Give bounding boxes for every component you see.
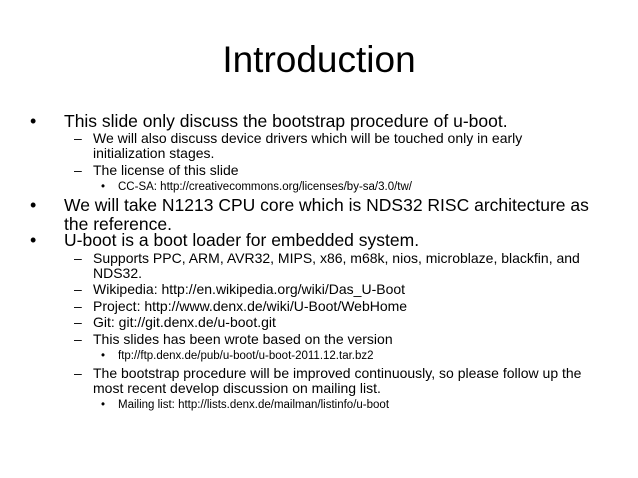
sub-bullet-item (74, 163, 594, 178)
sub-bullet-item (74, 299, 594, 314)
bullet-item (30, 112, 610, 131)
sub-bullet-item (74, 366, 594, 396)
sub-bullet-text: Git: git://git.denx.de/u-boot.git (93, 314, 276, 330)
sub-bullet-item (74, 251, 594, 281)
bullet-item (30, 196, 610, 234)
dash-marker: – (74, 281, 82, 297)
sub-sub-bullet-text: Mailing list: http://lists.denx.de/mailman/listinfo/u-boot (118, 399, 390, 411)
dash-marker: – (74, 365, 82, 381)
dash-marker: – (74, 314, 82, 330)
sub-bullet-text: We will also discuss device drivers which will be touched only in early initialization stages. (93, 130, 523, 161)
bullet-text: This slide only discuss the bootstrap procedure of u-boot. (64, 111, 508, 131)
sub-bullet-text: Supports PPC, ARM, AVR32, MIPS, x86, m68k, nios, microblaze, blackfin, and NDS32. (93, 250, 580, 281)
bullet-item (30, 231, 610, 250)
bullet-marker: • (30, 195, 37, 215)
bullet-marker: • (30, 230, 37, 250)
slide-title: Introduction (222, 39, 416, 80)
sub-sub-bullet-text: CC-SA: http://creativecommons.org/licenses/by-sa/3.0/tw/ (118, 181, 412, 193)
bullet-marker: • (101, 399, 106, 411)
sub-sub-bullet-item (101, 181, 581, 194)
sub-sub-bullet-item (101, 350, 581, 363)
dash-marker: – (74, 162, 82, 178)
dash-marker: – (74, 250, 82, 266)
sub-bullet-item (74, 332, 594, 347)
dash-marker: – (74, 331, 82, 347)
bullet-marker: • (101, 181, 106, 193)
sub-bullet-text: The license of this slide (93, 162, 239, 178)
bullet-marker: • (101, 350, 106, 362)
sub-bullet-text: The bootstrap procedure will be improved continuously, so please follow up the most recent develop discussion on mailing list. (93, 365, 582, 396)
dash-marker: – (74, 298, 82, 314)
sub-bullet-item (74, 282, 594, 297)
bullet-text: We will take N1213 CPU core which is NDS32 RISC architecture as the reference. (64, 195, 589, 234)
bullet-text: U-boot is a boot loader for embedded system. (64, 230, 420, 250)
sub-bullet-item (74, 315, 594, 330)
sub-bullet-item (74, 131, 594, 161)
sub-sub-bullet-text: ftp://ftp.denx.de/pub/u-boot/u-boot-2011.12.tar.bz2 (118, 350, 374, 362)
sub-bullet-text: This slides has been wrote based on the version (93, 331, 393, 347)
sub-sub-bullet-item (101, 399, 581, 412)
sub-bullet-text: Wikipedia: http://en.wikipedia.org/wiki/Das_U-Boot (93, 281, 406, 297)
bullet-marker: • (30, 111, 37, 131)
dash-marker: – (74, 130, 82, 146)
sub-bullet-text: Project: http://www.denx.de/wiki/U-Boot/WebHome (93, 298, 408, 314)
